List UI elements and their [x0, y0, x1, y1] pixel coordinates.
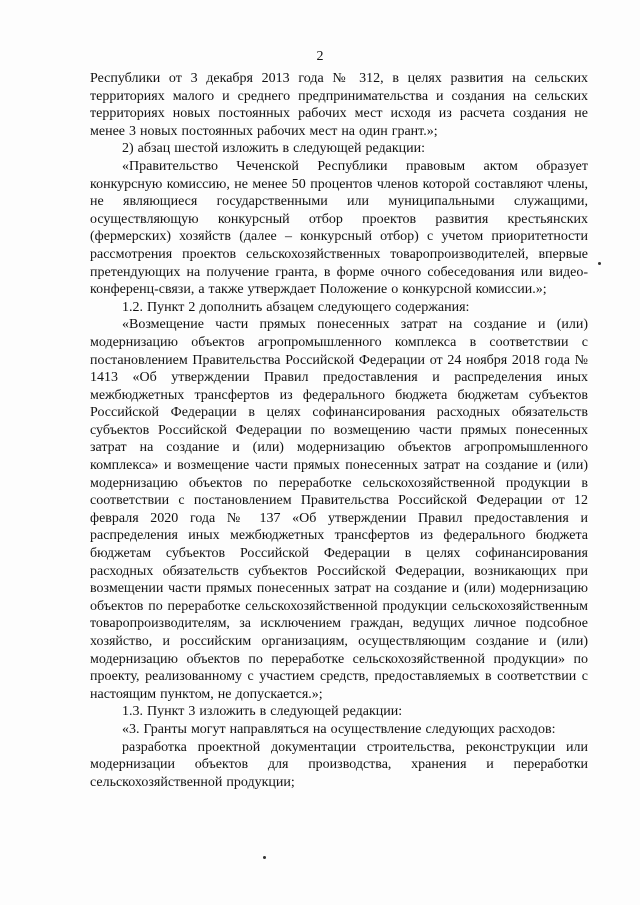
paragraph-grants-expenses: «3. Гранты могут направляться на осуществление следующих расходов: [122, 721, 556, 737]
paragraph-commission: «Правительство Чеченской Республики правовым актом образует конкурсную комиссию, не менее 50 процентов членов которой составляют члены, не являющиеся государственными или муниципальными служащими, осуществляющую конкурсный отбор проектов развития крестьянских (фермерских) хозяйств (далее – конкурсный отбор) с учетом приоритетности рассмотрения проектов сельскохозяйственных товаропроизводителей, впервые претендующих на получение гранта, в форме очного собеседования или видео-конференц-связи, а также утверждает Положение о конкурсной комиссии.»; [90, 158, 588, 298]
scan-speck [263, 856, 266, 859]
paragraph-item-2: 2) абзац шестой изложить в следующей редакции: [122, 141, 425, 157]
page-number: 2 [316, 49, 324, 64]
paragraph-continuation: Республики от 3 декабря 2013 года № 312, в целях развития на сельских территориях малого и среднего предпринимательства и создания на сельских территориях новых постоянных рабочих мест исходя из расчета создания не менее 3 новых постоянных рабочих мест на один грант.»; [90, 71, 588, 139]
paragraph-item-1-3: 1.3. Пункт 3 изложить в следующей редакции: [122, 704, 403, 720]
paragraph-project-documentation: разработка проектной документации строительства, реконструкции или модернизации объектов для производства, хранения и переработки сельскохозяйственной продукции; [90, 739, 588, 790]
paragraph-reimbursement: «Возмещение части прямых понесенных затрат на создание и (или) модернизацию объектов агропромышленного комплекса в соответствии с постановлением Правительства Российской Федерации от 24 ноября 2018 года № 1413 «Об утверждении Правил предоставления и распределения иных межбюджетных трансфертов из федерального бюджета бюджетам субъектов Российской Федерации в целях софинансирования расходных обязательств субъектов Российской Федерации по возмещению части прямых понесенных затрат на создание и (или) модернизацию объектов агропромышленного комплекса» и возмещение части прямых понесенных затрат на создание и (или) модернизацию объектов по переработке сельскохозяйственной продукции в соответствии с постановлением Правительства Российской Федерации от 12 февраля 2020 года № 137 «Об утверждении Правил предоставления и распределения иных межбюджетных трансфертов из федерального бюджета бюджетам субъектов Российской Федерации в целях софинансирования расходных обязательств субъектов Российской Федерации, возникающих при возмещении части прямых понесенных затрат на создание и (или) модернизацию объектов по переработке сельскохозяйственной продукции сельскохозяйственным товаропроизводителям, за исключением граждан, ведущих личное подсобное хозяйство, и российским организациям, осуществляющим создание и (или) модернизацию объектов по переработке сельскохозяйственной продукции» по проекту, реализованному с участием средств, предоставляемых в соответствии с настоящим пунктом, не допускается.»; [90, 317, 588, 702]
paragraph-item-1-2: 1.2. Пункт 2 дополнить абзацем следующего содержания: [122, 299, 470, 315]
scan-speck [598, 262, 601, 265]
document-body [90, 70, 588, 791]
